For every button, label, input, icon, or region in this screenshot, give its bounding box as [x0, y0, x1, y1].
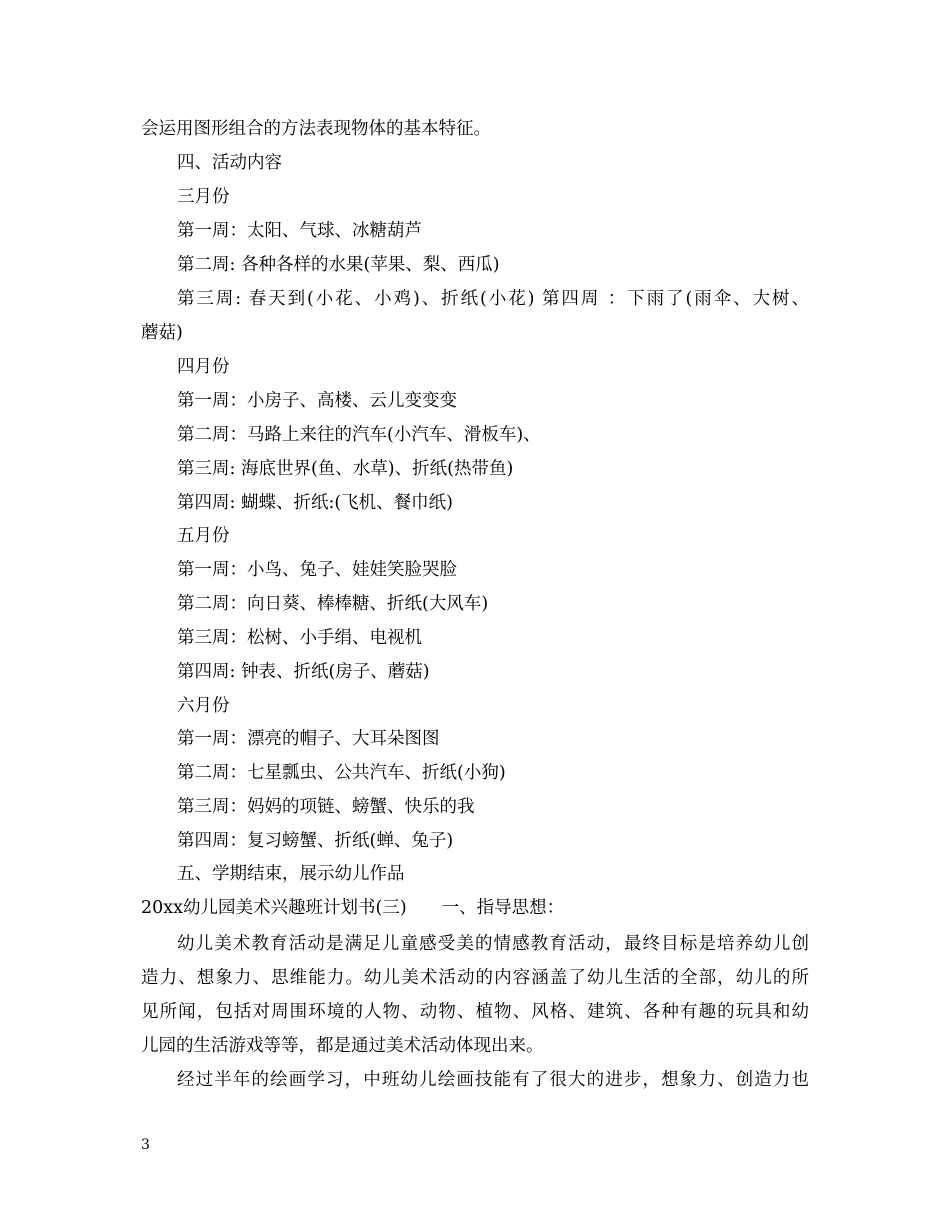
paragraph-line: 造力、想象力、思维能力。幼儿美术活动的内容涵盖了幼儿生活的全部，幼儿的所 — [141, 968, 809, 988]
month-heading: 三月份 — [177, 187, 230, 207]
paragraph-line: 见所闻，包括对周围环境的人物、动物、植物、风格、建筑、各种有趣的玩具和幼 — [141, 1002, 809, 1022]
text-line: 第四周: 蝴蝶、折纸:(飞机、餐巾纸) — [177, 493, 454, 513]
month-heading: 四月份 — [177, 357, 230, 377]
text-line: 第二周：向日葵、棒棒糖、折纸(大风车) — [177, 594, 489, 614]
text-line: 蘑菇) — [141, 323, 183, 343]
text-line: 第二周: 各种各样的水果(苹果、梨、西瓜) — [177, 255, 500, 275]
month-heading: 五月份 — [177, 526, 230, 546]
section-heading: 五、学期结束，展示幼儿作品 — [177, 864, 405, 884]
text-line: 第一周：漂亮的帽子、大耳朵图图 — [177, 729, 440, 749]
section-heading: 四、活动内容 — [177, 153, 282, 173]
paragraph-line: 儿园的生活游戏等等，都是通过美术活动体现出来。 — [141, 1036, 544, 1056]
paragraph-line: 幼儿美术教育活动是满足儿童感受美的情感教育活动，最终目标是培养幼儿创 — [177, 934, 809, 954]
text-line: 第一周：小鸟、兔子、娃娃笑脸哭脸 — [177, 560, 457, 580]
page-number: 3 — [141, 1137, 150, 1153]
text-line: 第二周：马路上来往的汽车(小汽车、滑板车)、 — [177, 425, 541, 445]
text-line: 第三周：妈妈的项链、螃蟹、快乐的我 — [177, 797, 475, 817]
text-line: 第一周：小房子、高楼、云儿变变变 — [177, 391, 457, 411]
text-line: 第一周：太阳、气球、冰糖葫芦 — [177, 221, 422, 241]
text-line: 第四周：复习螃蟹、折纸(蝉、兔子) — [177, 831, 454, 851]
document-title: 20xx幼儿园美术兴趣班计划书(三) 一、指导思想： — [141, 898, 565, 918]
text-line: 第三周：松树、小手绢、电视机 — [177, 628, 422, 648]
text-line: 会运用图形组合的方法表现物体的基本特征。 — [141, 119, 491, 139]
text-line: 第四周: 钟表、折纸(房子、蘑菇) — [177, 662, 430, 682]
paragraph-line: 经过半年的绘画学习，中班幼儿绘画技能有了很大的进步，想象力、创造力也 — [177, 1070, 809, 1090]
text-line: 第二周：七星瓢虫、公共汽车、折纸(小狗) — [177, 763, 506, 783]
month-heading: 六月份 — [177, 696, 230, 716]
text-line: 第三周: 海底世界(鱼、水草)、折纸(热带鱼) — [177, 459, 514, 479]
text-line: 第三周: 春天到(小花、小鸡)、折纸(小花) 第四周 ：下雨了(雨伞、大树、 — [177, 289, 809, 309]
